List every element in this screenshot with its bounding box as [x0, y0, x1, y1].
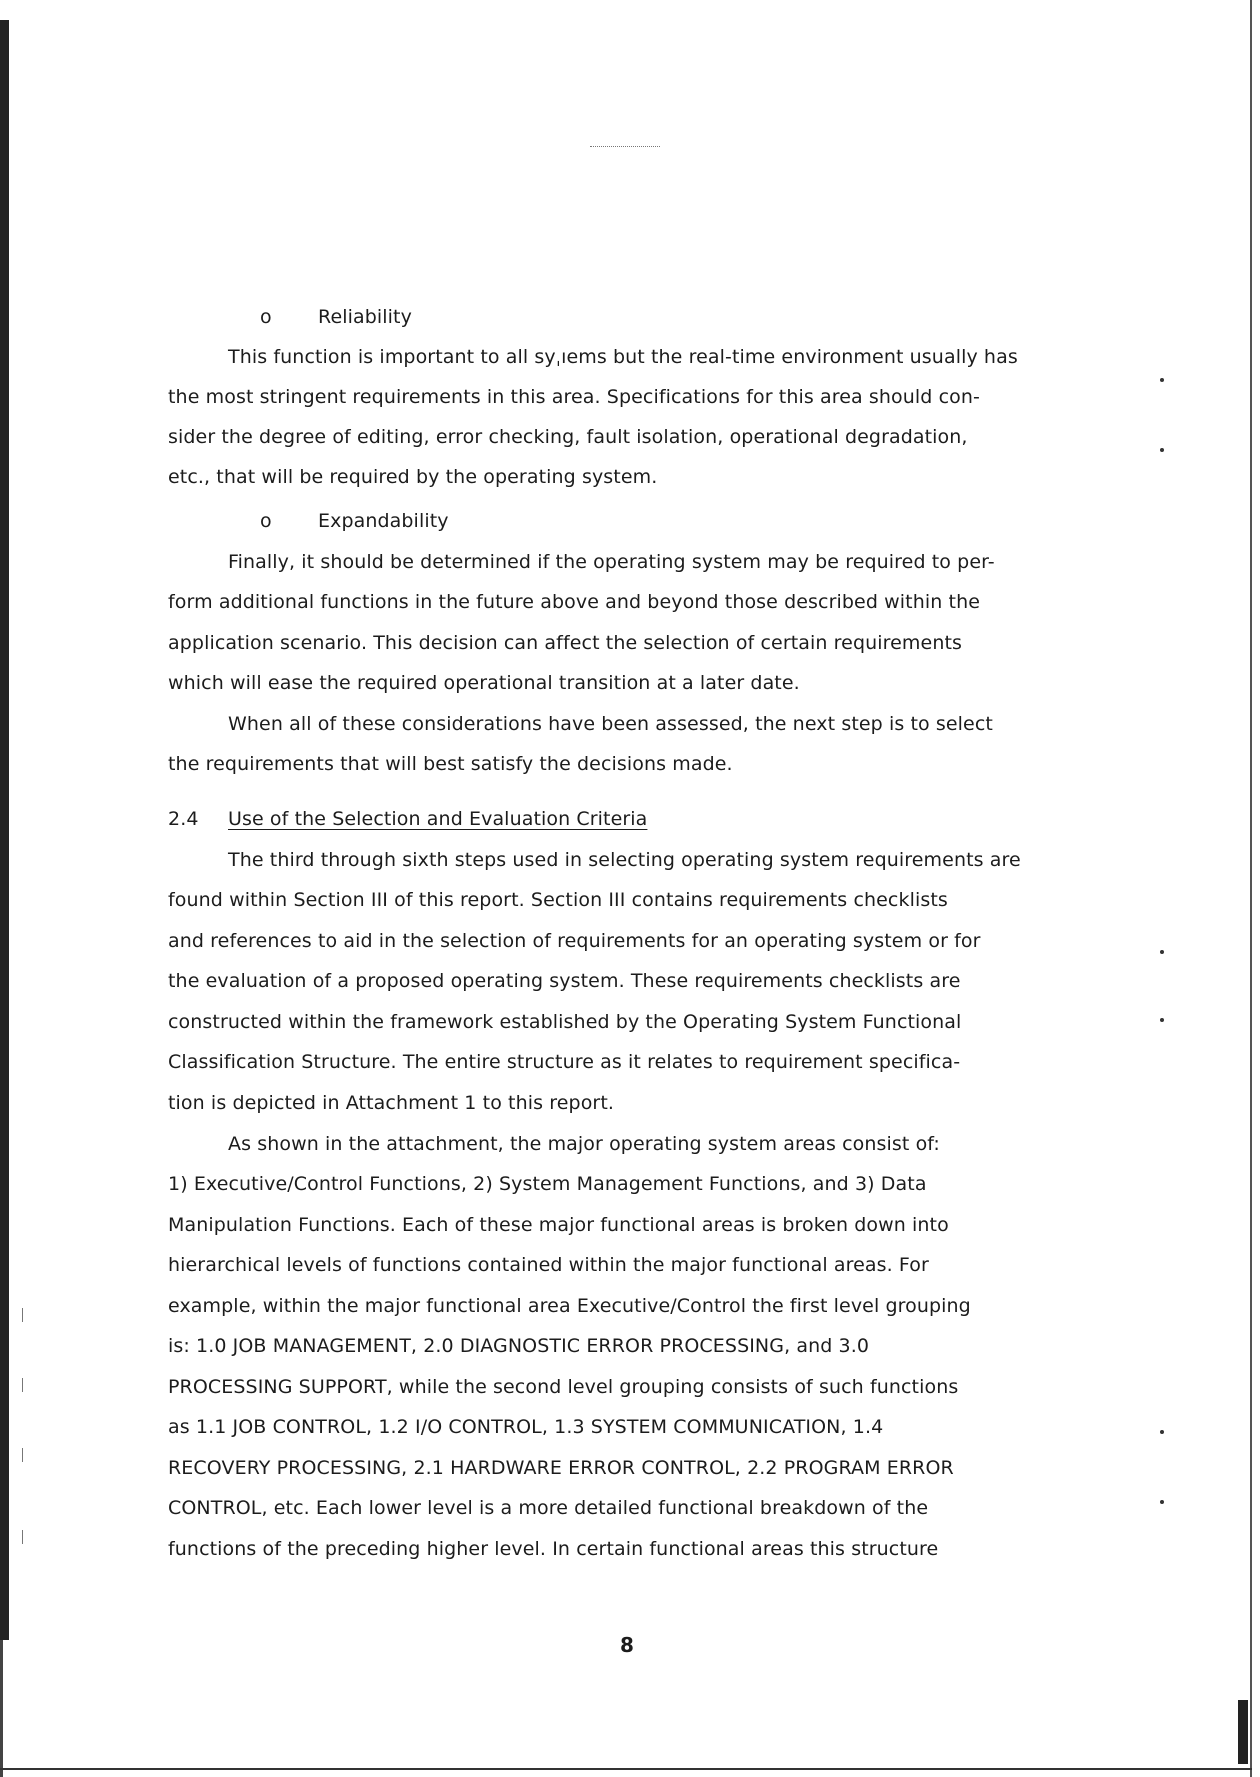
scan-left-edge-lower: [0, 1640, 3, 1777]
text-line: The third through sixth steps used in selecting operating system requirements are: [228, 849, 1021, 871]
bullet-marker: o: [260, 510, 272, 532]
scan-bottom-rule: [0, 1768, 1252, 1770]
text-line: the requirements that will best satisfy the decisions made.: [168, 753, 733, 775]
scan-margin-tick: [22, 1378, 23, 1392]
text-line: sider the degree of editing, error checking, fault isolation, operational degradation,: [168, 426, 968, 448]
page-number: 8: [620, 1633, 634, 1657]
text-line: RECOVERY PROCESSING, 2.1 HARDWARE ERROR CONTROL, 2.2 PROGRAM ERROR: [168, 1457, 954, 1479]
scan-right-edge: [1250, 0, 1252, 1777]
text-line: the evaluation of a proposed operating system. These requirements checklists are: [168, 970, 961, 992]
scan-margin-tick: [22, 1308, 23, 1322]
text-line: the most stringent requirements in this area. Specifications for this area should con-: [168, 386, 980, 408]
scan-margin-tick: [22, 1530, 23, 1544]
scan-speck: [1160, 1430, 1164, 1434]
text-line: When all of these considerations have been assessed, the next step is to select: [228, 713, 993, 735]
text-line: As shown in the attachment, the major operating system areas consist of:: [228, 1133, 940, 1155]
text-line: PROCESSING SUPPORT, while the second level grouping consists of such functions: [168, 1376, 959, 1398]
expandability-heading: Expandability: [318, 510, 449, 532]
text-line: example, within the major functional area Executive/Control the first level grouping: [168, 1295, 971, 1317]
scan-speck: [1160, 1500, 1164, 1504]
text-line: and references to aid in the selection of requirements for an operating system or for: [168, 930, 981, 952]
text-line: functions of the preceding higher level. In certain functional areas this structure: [168, 1538, 939, 1560]
text-line: 1) Executive/Control Functions, 2) System Management Functions, and 3) Data: [168, 1173, 927, 1195]
text-line: found within Section III of this report. Section III contains requirements checklists: [168, 889, 948, 911]
scan-speck: [1160, 448, 1164, 452]
text-line: tion is depicted in Attachment 1 to this report.: [168, 1092, 615, 1114]
text-line: which will ease the required operational transition at a later date.: [168, 672, 800, 694]
text-line: CONTROL, etc. Each lower level is a more detailed functional breakdown of the: [168, 1497, 929, 1519]
text-line: etc., that will be required by the operating system.: [168, 466, 658, 488]
text-line: Finally, it should be determined if the operating system may be required to per-: [228, 551, 995, 573]
text-line: Classification Structure. The entire structure as it relates to requirement specifica-: [168, 1051, 961, 1073]
section-number: 2.4: [168, 808, 199, 830]
scan-right-corner-mark: [1238, 1700, 1248, 1764]
text-line: This function is important to all syˌıems but the real-time environment usually has: [228, 346, 1018, 368]
reliability-heading: Reliability: [318, 306, 412, 328]
text-line: application scenario. This decision can affect the selection of certain requirements: [168, 632, 963, 654]
scan-speck: [1160, 950, 1164, 954]
section-title: Use of the Selection and Evaluation Criteria: [228, 808, 648, 830]
text-line: form additional functions in the future above and beyond those described within the: [168, 591, 980, 613]
scan-top-marks: [590, 146, 660, 149]
text-line: hierarchical levels of functions contained within the major functional areas. For: [168, 1254, 929, 1276]
bullet-marker: o: [260, 306, 272, 328]
text-line: Manipulation Functions. Each of these major functional areas is broken down into: [168, 1214, 949, 1236]
scan-speck: [1160, 1018, 1164, 1022]
text-line: as 1.1 JOB CONTROL, 1.2 I/O CONTROL, 1.3 SYSTEM COMMUNICATION, 1.4: [168, 1416, 884, 1438]
text-line: is: 1.0 JOB MANAGEMENT, 2.0 DIAGNOSTIC ERROR PROCESSING, and 3.0: [168, 1335, 870, 1357]
scan-margin-tick: [22, 1448, 23, 1462]
scan-speck: [1160, 378, 1164, 382]
scan-left-edge: [0, 20, 9, 1640]
text-line: constructed within the framework established by the Operating System Functional: [168, 1011, 962, 1033]
